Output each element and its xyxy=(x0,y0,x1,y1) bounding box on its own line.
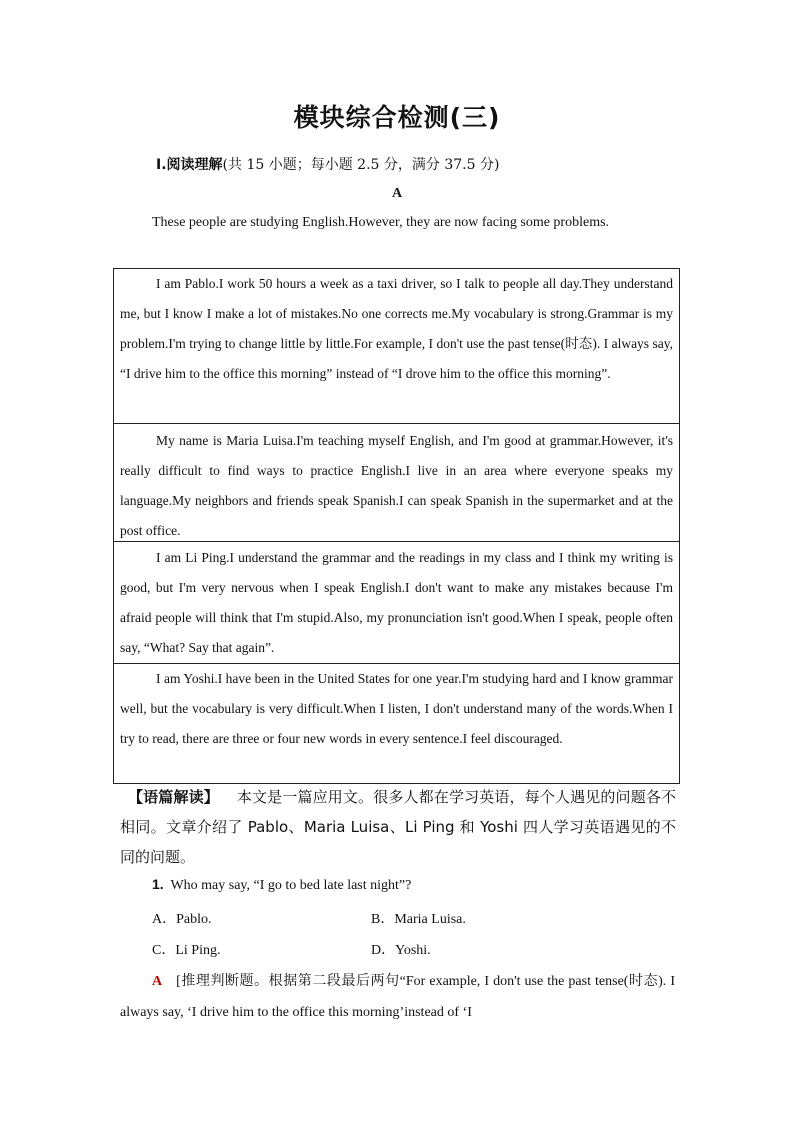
option-d: D．Yoshi. xyxy=(371,943,431,958)
answer-text: [推理判断题。根据第二段最后两句“For example, I don't use the past tense(时态). I always say, ‘I drive him to the office this morning’instead of ‘I xyxy=(120,974,675,1020)
option-b: B．Maria Luisa. xyxy=(371,912,466,927)
question-text: Who may say, “I go to bed late last night”? xyxy=(170,878,412,893)
question-number: 1. xyxy=(152,876,164,892)
analysis-text: 本文是一篇应用文。很多人都在学习英语，每个人遇见的问题各不相同。文章介绍了 Pablo、Maria Luisa、Li Ping 和 Yoshi 四人学习英语遇见的不同的问题。 xyxy=(120,788,676,866)
passage-intro: These people are studying English.However, they are now facing some problems. xyxy=(152,215,610,230)
answer-letter: A xyxy=(152,974,163,989)
passage-box-yoshi: I am Yoshi.I have been in the United States for one year.I'm studying hard and I know grammar well, but the vocabulary is very difficult.When I listen, I don't understand many of the words.When I try to read, there are three or four new words in every sentence.I feel discouraged. xyxy=(120,671,673,746)
option-a: A．Pablo. xyxy=(152,912,212,927)
page-title: 模块综合检测(三) xyxy=(293,103,501,132)
answer-explanation xyxy=(120,966,675,1028)
section-label: Ⅰ.阅读理解 xyxy=(156,157,223,173)
section-detail: (共 15 小题；每小题 2.5 分，满分 37.5 分) xyxy=(222,157,500,173)
question-1 xyxy=(152,876,411,894)
passage-box-liping: I am Li Ping.I understand the grammar and the readings in my class and I think my writing is good, but I'm very nervous when I speak English.I don't want to make any mistakes because I'm afraid people will think that I'm stupid.Also, my pronunciation isn't good.When I speak, people often say, “What? Say that again”. xyxy=(114,542,679,664)
passage-label: A xyxy=(391,186,403,201)
section-heading xyxy=(156,154,499,174)
analysis-tag: 【语篇解读】 xyxy=(128,788,219,806)
passage-box-pablo: I am Pablo.I work 50 hours a week as a taxi driver, so I talk to people all day.They understand me, but I know I make a lot of mistakes.No one corrects me.My vocabulary is strong.Grammar is my problem.I'm trying to change little by little.For example, I don't use the past tense(时态). I always say, “I drive him to the office this morning” instead of “I drove him to the office this morning”. xyxy=(114,269,679,424)
option-c: C．Li Ping. xyxy=(152,943,221,958)
passage-analysis xyxy=(120,782,676,872)
passage-box-maria: My name is Maria Luisa.I'm teaching myself English, and I'm good at grammar.However, it's really difficult to find ways to practice English.I live in an area where everyone speaks my language.My neighbors and friends speak Spanish.I can speak Spanish in the supermarket and at the post office. xyxy=(114,424,679,542)
passage-boxes xyxy=(113,268,680,784)
